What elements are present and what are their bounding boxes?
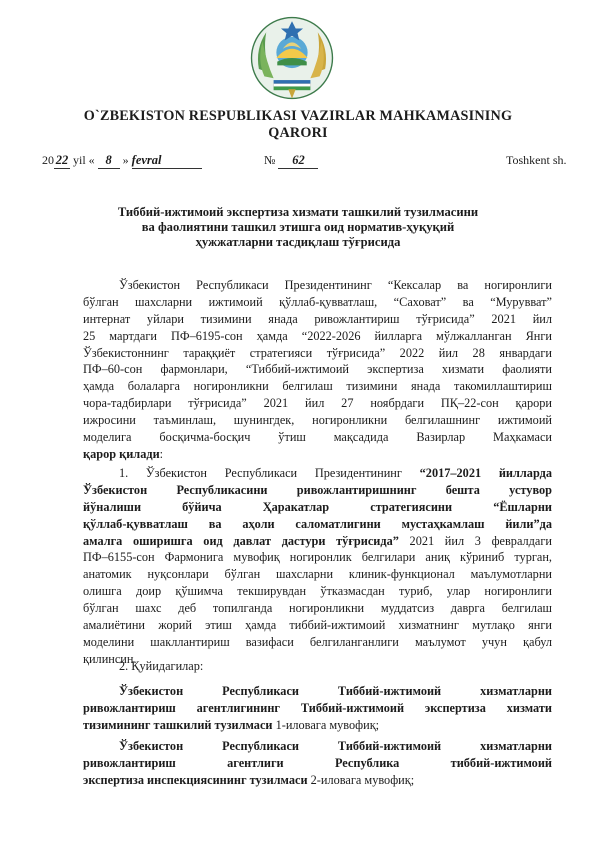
number-field: № 62 xyxy=(264,153,318,169)
date-field: 20 22 yil « 8 » fevral xyxy=(42,153,202,169)
preamble-paragraph: Ўзбекистон Республикаси Президентининг “Кексалар ва ногиронлиги бўлган шахсларни ижтимоий қўллаб-қувватлаш, “Саховат” ва “Мурувват” интернат уйлари тизимини янада ривожлантириш тўғрисида” 2021 йил 25 мартдаги ПФ–6195-сон ҳамда “2022-2026 йилларга мўлжалланган Янги Ўзбекистоннинг тараққиёт стратегияси тўғрисида” 2022 йил 28 январдаги ПФ–60-сон фармонлари, “Тиббий-ижтимоий экспертиза хизмати фаолияти ҳамда болаларга ногиронликни белгилаш тизимини янада такомиллаштириш чора-тадбирлари тўғрисида” 2021 йил 27 ноябрдаги ПҚ–22-сон қарори ижросини таъминлаш, шунингдек, ногиронликни белгилашнинг ижтимоий моделига босқичма-босқич ўтиш мақсадида Вазирлар Маҳкамаси қарор қилади: xyxy=(83,278,552,461)
state-emblem-icon xyxy=(246,12,338,104)
month-value: fevral xyxy=(132,153,202,169)
item-2-clause-a: Ўзбекистон Республикаси Тиббий-ижтимоий хизматларни ривожлантириш агентлигининг Тиббий-ижтимоий экспертиза хизмати тизимининг ташкилий тузилмаси 1-иловага мувофиқ; xyxy=(83,684,552,732)
issuer-name: O`ZBEKISTON RESPUBLIKASI VAZIRLAR MAHKAMASINING xyxy=(83,108,513,124)
day-value: 8 xyxy=(98,153,120,169)
city-label: Toshkent sh. xyxy=(506,153,567,167)
document-title: Тиббий-ижтимоий экспертиза хизмати ташкилий тузилмасини ва фаолиятини ташкил этишга оид норматив-ҳуқуқий ҳужжатларни тасдиқлаш тўғрисида xyxy=(117,205,479,249)
number-value: 62 xyxy=(278,153,318,169)
resolution-phrase: қарор қилади: xyxy=(83,446,164,461)
year-value: 22 xyxy=(55,153,69,167)
document-type: QARORI xyxy=(268,125,328,141)
item-1-paragraph: 1. Ўзбекистон Республикаси Президентининг “2017–2021 йилларда Ўзбекистон Республикасини ривожлантиришнинг бешта устувор йўналиши бўйича Ҳаракатлар стратегиясини “Ёшларни қўллаб-қувватлаш ва аҳоли саломатлигини мустаҳкамлаш йили”да амалга оширишга оид давлат дастури тўғрисида” 2021 йил 3 февралдаги ПФ–6155-сон Фармонига мувофиқ ногиронлик белгилари аниқ кўриниб турган, анатомик нуқсонлари бўлган шахсларни клиник-функционал маълумотларни олишга доир қўшимча текширувдан ўтказмасдан туриб, улар ногиронлиги бўлган шахс деб топилганда ногиронликни муддатсиз даврга белгилаш амалиётини жорий этиш ҳамда тиббий-ижтимоий хизматнинг мутлақо янги моделини шакллантириш вазифаси белгиланганлиги маълумот учун қабул қилинсин. xyxy=(83,466,552,666)
item-2-label: 2. Қуйидагилар: xyxy=(119,659,204,673)
item-2-clause-b: Ўзбекистон Республикаси Тиббий-ижтимоий хизматларни ривожлантириш агентлиги Республика тиббий-ижтимоий экспертиза инспекциясининг тузилмаси 2-иловага мувофиқ; xyxy=(83,739,552,787)
